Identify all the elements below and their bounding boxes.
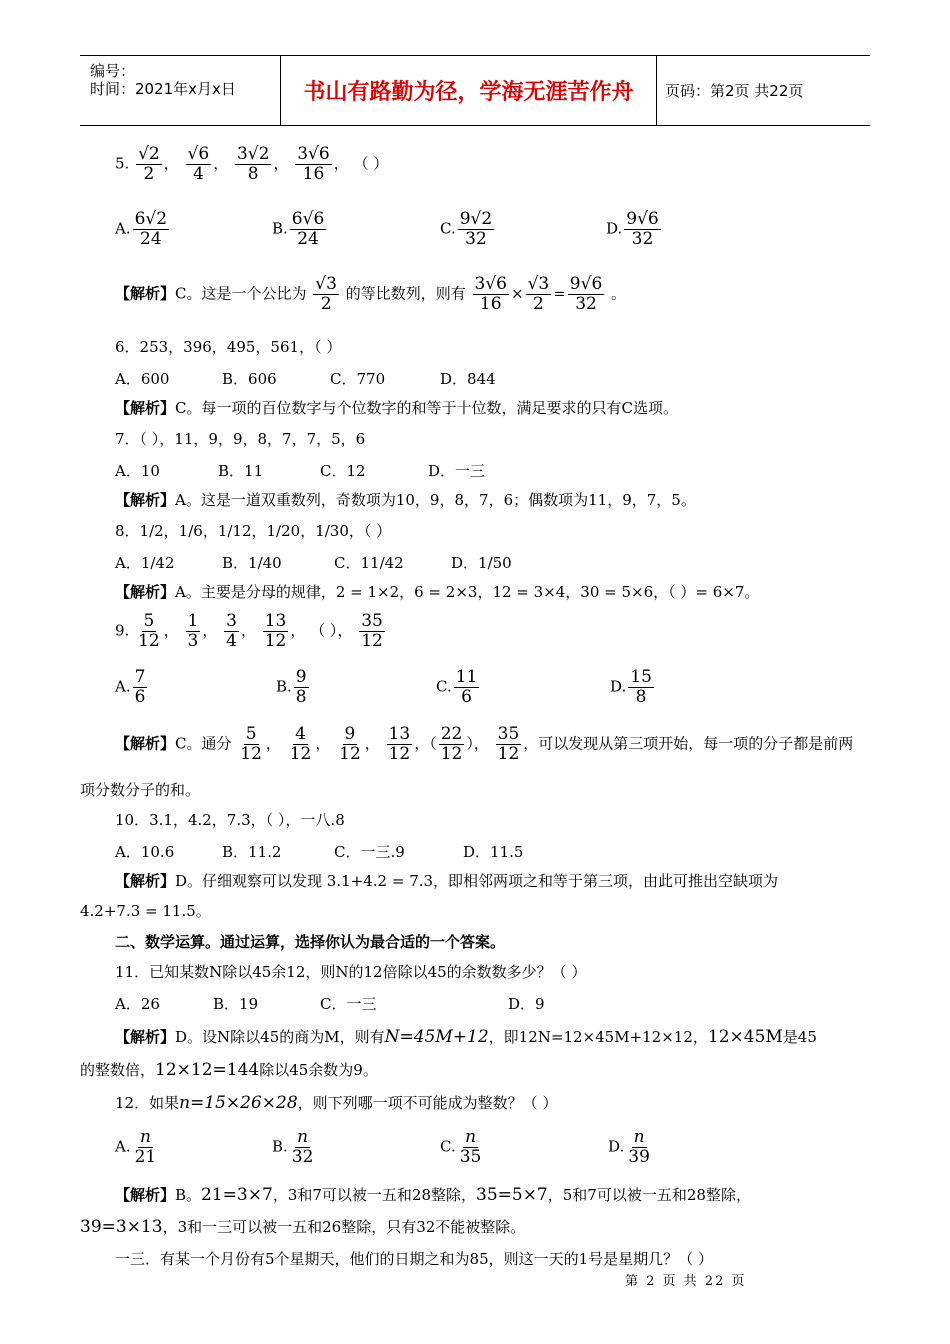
q8-option-d[interactable]: D．1/50	[451, 554, 512, 572]
q5-term-4: $\frac{3√6}{16}$	[297, 144, 330, 184]
q12-option-c[interactable]: C. $\frac{n}{35}$	[440, 1127, 482, 1167]
page-header	[80, 55, 870, 126]
q13-stem: 一三．有某一个月份有5个星期天，他们的日期之和为85，则这一天的1号是星期几？（ ）	[115, 1250, 713, 1268]
q10-option-d[interactable]: D．11.5	[463, 843, 524, 861]
q5-option-b[interactable]: B. $\frac{6√6}{24}$	[272, 209, 325, 249]
doc-time-label: 时间：2021年x月x日	[90, 80, 236, 98]
q11-analysis-cont: 的整数倍，12×12=144除以45余数为9。	[80, 1060, 378, 1080]
q7-option-a[interactable]: A．10	[115, 462, 160, 480]
q10-option-a[interactable]: A．10.6	[115, 843, 175, 861]
q12-option-a[interactable]: A. $\frac{n}{21}$	[115, 1127, 157, 1167]
q5-analysis: 【解析】C。这是一个公比为 $\frac{√3}{2}$ 的等比数列，则有 $\frac{3√6}{16}$ × $\frac{√3}{2}$ = $\frac{9√6}{32}$ 。	[115, 274, 627, 314]
q9-analysis-cont: 项分数分子的和。	[80, 781, 201, 799]
q6-option-a[interactable]: A．600	[115, 370, 170, 388]
q10-analysis: 【解析】D。仔细观察可以发现 3.1+4.2 = 7.3，即相邻两项之和等于第三项，由此可推出空缺项为	[115, 872, 779, 890]
q8-option-b[interactable]: B．1/40	[222, 554, 282, 572]
q5-term-2: $\frac{√6}{4}$	[187, 144, 210, 184]
q5-term-3: $\frac{3√2}{8}$	[236, 144, 270, 184]
q8-analysis: 【解析】A。主要是分母的规律，2 = 1×2，6 = 2×3，12 = 3×4，30 = 5×6，（ ）= 6×7。	[115, 583, 760, 601]
q12-option-b[interactable]: B. $\frac{n}{32}$	[272, 1127, 314, 1167]
q12-analysis-cont: 39=3×13，3和一三可以被一五和26整除，只有32不能被整除。	[80, 1217, 526, 1237]
q5-term-1: $\frac{√2}{2}$	[138, 144, 160, 184]
q5-option-d[interactable]: D. $\frac{9√6}{32}$	[606, 209, 659, 249]
q10-stem: 10．3.1，4.2，7.3，（ ），一八.8	[115, 811, 345, 829]
q6-analysis: 【解析】C。每一项的百位数字与个位数字的和等于十位数，满足要求的只有C选项。	[115, 399, 678, 417]
q10-analysis-cont: 4.2+7.3 = 11.5。	[80, 902, 211, 920]
q5-stem: 5. $\frac{√2}{2}$ ， $\frac{√6}{4}$ ， $\frac{3√2}{8}$ ， $\frac{3√6}{16}$ ， （ ）	[115, 144, 389, 184]
header-page-label: 页码：第2页 共22页	[665, 82, 804, 100]
q6-option-c[interactable]: C．770	[330, 370, 386, 388]
q6-option-d[interactable]: D．844	[440, 370, 496, 388]
q10-option-c[interactable]: C．一三.9	[334, 843, 405, 861]
q7-option-b[interactable]: B．11	[218, 462, 264, 480]
q9-option-d[interactable]: D. $\frac{15}{8}$	[610, 667, 652, 707]
q11-option-d[interactable]: D．9	[508, 995, 545, 1013]
q11-option-c[interactable]: C．一三	[320, 995, 377, 1013]
q11-option-b[interactable]: B．19	[213, 995, 259, 1013]
q7-option-d[interactable]: D．一三	[428, 462, 486, 480]
q7-option-c[interactable]: C．12	[320, 462, 366, 480]
q7-analysis: 【解析】A。这是一道双重数列，奇数项为10，9，8，7，6；偶数项为11，9，7，5。	[115, 491, 696, 509]
doc-number-label: 编号：	[90, 62, 136, 80]
q9-option-b[interactable]: B. $\frac{9}{8}$	[276, 667, 307, 707]
q7-stem: 7．（ ），11，9，9，8，7，7，5，6	[115, 430, 366, 448]
q12-stem: 12．如果n=15×26×28，则下列哪一项不可能成为整数？（ ）	[115, 1093, 558, 1113]
q9-option-c[interactable]: C. $\frac{11}{6}$	[436, 667, 478, 707]
q11-analysis: 【解析】D。设N除以45的商为M，则有N=45M+12，即12N=12×45M+12×12，12×45M是45	[115, 1027, 817, 1047]
q6-option-b[interactable]: B．606	[222, 370, 277, 388]
section-heading: 二、数学运算。通过运算，选择你认为最合适的一个答案。	[115, 933, 506, 951]
q9-analysis: 【解析】C。通分 $\frac{5}{12}$ ， $\frac{4}{12}$ ， $\frac{9}{12}$ ， $\frac{13}{12}$ ，（ $\frac{22}{12}$ ）， $\frac{35}{12}$ ，可以发现从第三项开始，每一项的分子都是前两	[115, 724, 854, 764]
q5-option-a[interactable]: A. $\frac{6√2}{24}$	[115, 209, 168, 249]
q11-option-a[interactable]: A．26	[115, 995, 160, 1013]
q12-analysis: 【解析】B。21=3×7，3和7可以被一五和28整除，35=5×7，5和7可以被一五和28整除，	[115, 1185, 751, 1205]
q12-option-d[interactable]: D. $\frac{n}{39}$	[608, 1127, 650, 1167]
q9-option-a[interactable]: A. $\frac{7}{6}$	[115, 667, 146, 707]
page-footer: 第 2 页 共 22 页	[625, 1274, 747, 1289]
q8-stem: 8．1/2，1/6，1/12，1/20，1/30，（ ）	[115, 522, 392, 540]
q8-option-c[interactable]: C．11/42	[334, 554, 404, 572]
header-meta	[80, 56, 280, 125]
q10-option-b[interactable]: B．11.2	[222, 843, 282, 861]
q8-option-a[interactable]: A．1/42	[115, 554, 175, 572]
q11-stem: 11．已知某数N除以45余12，则N的12倍除以45的余数数多少？（ ）	[115, 963, 587, 981]
header-motto: 书山有路勤为径，学海无涯苦作舟	[280, 56, 657, 125]
q5-option-c[interactable]: C. $\frac{9√2}{32}$	[440, 209, 493, 249]
q9-stem: 9. $\frac{5}{12}$ ， $\frac{1}{3}$ ， $\frac{3}{4}$ ， $\frac{13}{12}$ ， （ ）， $\frac{35}{12}$	[115, 611, 383, 651]
q6-stem: 6．253，396，495，561，（ ）	[115, 338, 342, 356]
